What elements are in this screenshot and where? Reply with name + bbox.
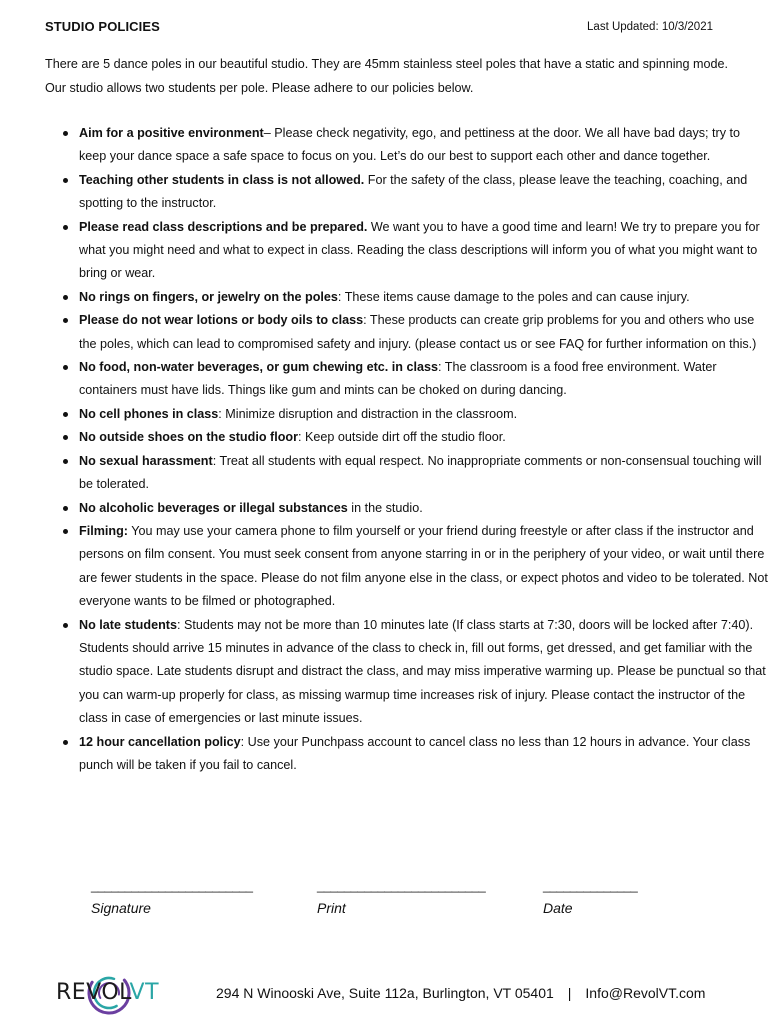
policy-text: : These products can create grip problems for you and others who use the poles, which can lead to compromised safety and injury. (please contact us or see FAQ for further information on this.) [79,313,757,351]
policy-item [79,286,769,309]
policy-text: : Minimize disruption and distraction in the classroom. [218,406,518,421]
policy-item [79,356,769,403]
policy-text: in the studio. [347,500,423,515]
policy-item [79,122,769,169]
policy-heading: No alcoholic beverages or illegal substances [79,500,348,515]
policy-text: : Keep outside dirt off the studio floor. [298,430,506,445]
studio-email: Info@RevolVT.com [585,985,706,1001]
footer-separator: | [567,985,572,1001]
policy-text: : The classroom is a food free environment. Water containers must have lids. Things like gum and mints can be choked on during dancing. [79,360,717,398]
policy-item [79,497,769,520]
date-label: Date [543,900,573,916]
logo-wordmark [56,980,159,1005]
policy-heading: No sexual harassment [79,453,213,468]
policy-item [79,169,769,216]
policy-list [45,122,769,777]
policy-heading: 12 hour cancellation policy [79,734,241,749]
print-name-field [317,878,485,916]
policy-item [79,450,769,497]
policy-text: We want you to have a good time and learn! We try to prepare you for what you might need and what to expect in class. Reading the class descriptions will inform you of what you might want to bring or wear. [79,219,760,281]
policy-heading: No rings on fingers, or jewelry on the poles [79,289,338,304]
policy-heading: No cell phones in class [79,406,219,421]
policy-heading: No food, non-water beverages, or gum chewing etc. in class [79,360,438,375]
signature-line: ________________________ [91,878,253,893]
policy-item [79,520,769,614]
revolvt-logo [56,966,160,1020]
policy-item [79,216,769,286]
policy-heading: No late students [79,617,177,632]
date-field [543,878,637,916]
policy-text: : Use your Punchpass account to cancel class no less than 12 hours in advance. Your class punch will be taken if you fail to cancel. [79,734,751,772]
logo-text-revol: REVOL [56,980,130,1005]
policy-item [79,614,769,731]
policy-item [79,309,769,356]
studio-address: 294 N Winooski Ave, Suite 112a, Burlington, VT 05401 [216,985,554,1001]
policy-text: : Students may not be more than 10 minutes late (If class starts at 7:30, doors will be locked after 7:40). Students should arrive 15 minutes in advance of the class to check in, fill out forms, get dressed, and get familiar with the studio space. Late students disrupt and distract the class, and may miss imperative warming up. Please be punctual so that you can warm-up properly for class, as missing warmup time increases risk of injury. Please contact the instructor of the class in case of emergencies or last minute issues. [79,617,766,726]
policy-heading: Please read class descriptions and be prepared. [79,219,368,234]
policy-text: You may use your camera phone to film yourself or your friend during freestyle or after class if the instructor and persons on film consent. You must seek consent from anyone starring in or in the periphery of your video, or wait until there are fewer students in the space. Please do not film anyone else in the class, or expect photos and video to be tolerated. Not everyone wants to be filmed or photographed. [79,523,768,609]
policy-heading: Please do not wear lotions or body oils to class [79,313,364,328]
policy-item [79,426,769,449]
signature-label: Signature [91,900,151,916]
print-name-line: _________________________ [317,878,486,893]
signature-field [91,878,253,916]
last-updated-date: Last Updated: 10/3/2021 [587,21,713,33]
policy-heading: Aim for a positive environment [79,126,264,140]
footer-contact [216,985,705,1001]
policy-item [79,731,769,778]
print-name-label: Print [317,900,346,916]
policy-heading: Filming: [79,523,128,538]
policy-text: – Please check negativity, ego, and pettiness at the door. We all have bad days; try to keep your dance space a safe space to focus on you. Let’s do our best to support each other and dance together. [79,126,741,164]
intro-paragraph: There are 5 dance poles in our beautiful studio. They are 45mm stainless steel poles that have a static and spinning mode. Our studio allows two students per pole. Please adhere to our policies below. [45,57,729,95]
policy-text: For the safety of the class, please leave the teaching, coaching, and spotting to the instructor. [79,172,748,211]
policy-heading: Teaching other students in class is not allowed. [79,172,365,187]
policy-text: : These items cause damage to the poles and can cause injury. [337,289,690,304]
logo-text-vt: VT [129,980,160,1005]
date-line: ______________ [543,878,638,893]
policy-item [79,403,769,426]
policy-text: : Treat all students with equal respect. No inappropriate comments or non-consensual touching will be tolerated. [79,453,762,492]
page-title: STUDIO POLICIES [45,19,160,34]
policy-heading: No outside shoes on the studio floor [79,430,298,445]
